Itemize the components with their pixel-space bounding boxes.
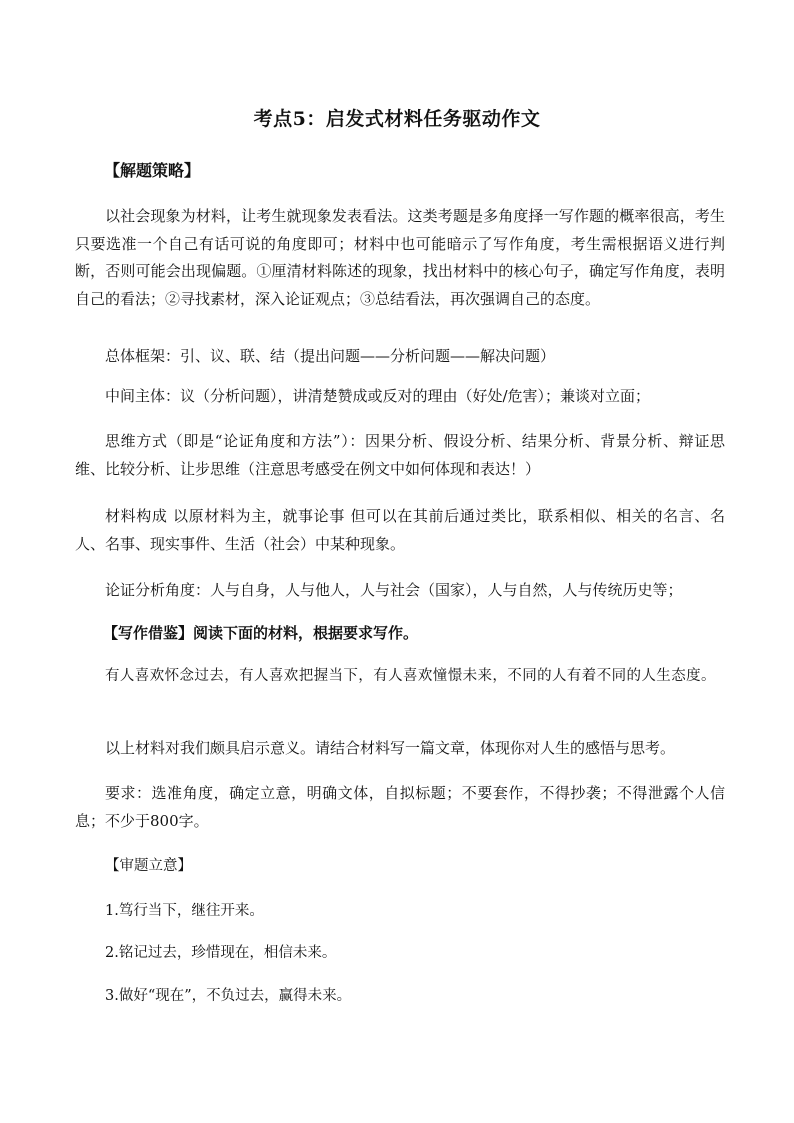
prompt-paragraph: 以上材料对我们颇具启示意义。请结合材料写一篇文章，体现你对人生的感悟与思考。 (105, 739, 676, 757)
writing-heading: 【写作借鉴】阅读下面的材料，根据要求写作。 (103, 624, 419, 642)
theme-item-1: 1.笃行当下，继往开来。 (105, 903, 264, 919)
argument-angle-paragraph: 论证分析角度：人与自身，人与他人，人与社会（国家），人与自然，人与传统历史等； (105, 581, 683, 599)
intro-paragraph: 以社会现象为材料，让考生就现象发表看法。这类考题是多角度择一写作题的概率很高，考生只要选准一个自己有话可说的角度即可；材料中也可能暗示了写作角度，考生需根据语义进行判断，否则可能会出现偏题。①厘清材料陈述的现象，找出材料中的核心句子，确定写作角度，表明自己的看法；②寻找素材，深入论证观点；③总结看法，再次强调自己的态度。 (75, 207, 725, 308)
material-text: 有人喜欢怀念过去，有人喜欢把握当下，有人喜欢憧憬未来，不同的人有着不同的人生态度。 (105, 668, 716, 684)
theme-item-3: 3.做好“现在”，不负过去，赢得未来。 (105, 988, 352, 1004)
page-title: 考点5：启发式材料任务驱动作文 (253, 108, 541, 130)
main-body-paragraph: 中间主体：议（分析问题），讲清楚赞成或反对的理由（好处/危害）；兼谈对立面； (105, 387, 651, 405)
theme-item-2: 2.铭记过去，珍惜现在，相信未来。 (105, 945, 337, 961)
framework-paragraph: 总体框架：引、议、联、结（提出问题——分析问题——解决问题） (105, 347, 556, 365)
strategy-heading: 【解题策略】 (104, 161, 201, 180)
material-structure-paragraph: 材料构成 以原材料为主，就事论事 但可以在其前后通过类比，联系相似、相关的名言、名人、名事、现实事件、生活（社会）中某种现象。 (75, 507, 725, 553)
thinking-paragraph: 思维方式（即是“论证角度和方法”）：因果分析、假设分析、结果分析、背景分析、辩证思维、比较分析、让步思维（注意思考感受在例文中如何体现和表达！） (75, 432, 725, 478)
theme-heading: 【审题立意】 (105, 858, 192, 874)
requirements-paragraph: 要求：选准角度，确定立意，明确文体，自拟标题；不要套作，不得抄袭；不得泄露个人信息；不少于800字。 (75, 784, 725, 830)
